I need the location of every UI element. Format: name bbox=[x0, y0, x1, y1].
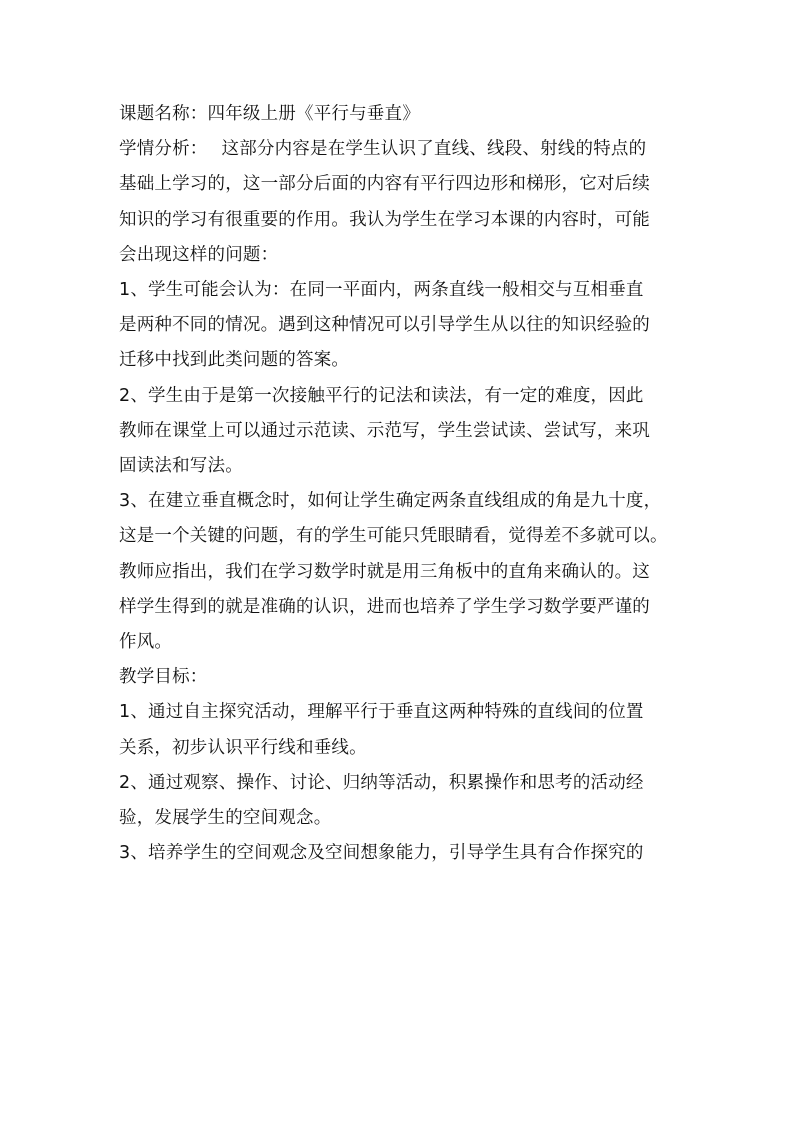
text-line: 会出现这样的问题： bbox=[119, 244, 279, 265]
goal-item-2 bbox=[119, 766, 679, 836]
text-line: 知识的学习有很重要的作用。我认为学生在学习本课的内容时，可能 bbox=[119, 209, 650, 230]
text-line: 迁移中找到此类问题的答案。 bbox=[119, 350, 350, 371]
text-line: 作风。 bbox=[119, 632, 173, 653]
lesson-title bbox=[119, 97, 679, 132]
text-line: 教师应指出，我们在学习数学时就是用三角板中的直角来确认的。这 bbox=[119, 561, 650, 582]
analysis-paragraph bbox=[119, 132, 679, 273]
text-line: 基础上学习的，这一部分后面的内容有平行四边形和梯形，它对后续 bbox=[119, 174, 650, 195]
text-line: 1、学生可能会认为：在同一平面内，两条直线一般相交与互相垂直 bbox=[119, 280, 644, 301]
text-line: 关系，初步认识平行线和垂线。 bbox=[119, 737, 367, 758]
analysis-text: 这部分内容是在学生认识了直线、线段、射线的特点的 bbox=[221, 139, 647, 160]
problem-item-2 bbox=[119, 379, 679, 485]
text-line bbox=[119, 132, 679, 167]
problem-item-3 bbox=[119, 484, 679, 660]
text-line: 教师在课堂上可以通过示范读、示范写，学生尝试读、尝试写，来巩 bbox=[119, 420, 650, 441]
document-body bbox=[119, 97, 679, 871]
goals-heading bbox=[119, 660, 679, 695]
goal-item-3 bbox=[119, 836, 679, 871]
goal-item-1 bbox=[119, 695, 679, 765]
text-line: 3、在建立垂直概念时，如何让学生确定两条直线组成的角是九十度， bbox=[119, 491, 662, 512]
text-line: 样学生得到的就是准确的认识，进而也培养了学生学习数学要严谨的 bbox=[119, 596, 650, 617]
text-line: 课题名称：四年级上册《平行与垂直》 bbox=[119, 104, 420, 124]
problem-item-1 bbox=[119, 273, 679, 379]
text-line: 固读法和写法。 bbox=[119, 456, 243, 477]
text-line: 3、培养学生的空间观念及空间想象能力，引导学生具有合作探究的 bbox=[119, 843, 644, 864]
analysis-label: 学情分析： bbox=[119, 139, 208, 160]
text-line: 1、通过自主探究活动，理解平行于垂直这两种特殊的直线间的位置 bbox=[119, 702, 644, 723]
text-line: 验，发展学生的空间观念。 bbox=[119, 808, 332, 829]
text-line: 教学目标： bbox=[119, 667, 208, 688]
text-line: 是两种不同的情况。遇到这种情况可以引导学生从以往的知识经验的 bbox=[119, 315, 650, 336]
text-line: 2、通过观察、操作、讨论、归纳等活动，积累操作和思考的活动经 bbox=[119, 772, 644, 793]
text-line: 这是一个关键的问题，有的学生可能只凭眼睛看，觉得差不多就可以。 bbox=[119, 526, 668, 547]
text-line: 2、学生由于是第一次接触平行的记法和读法，有一定的难度，因此 bbox=[119, 385, 644, 406]
